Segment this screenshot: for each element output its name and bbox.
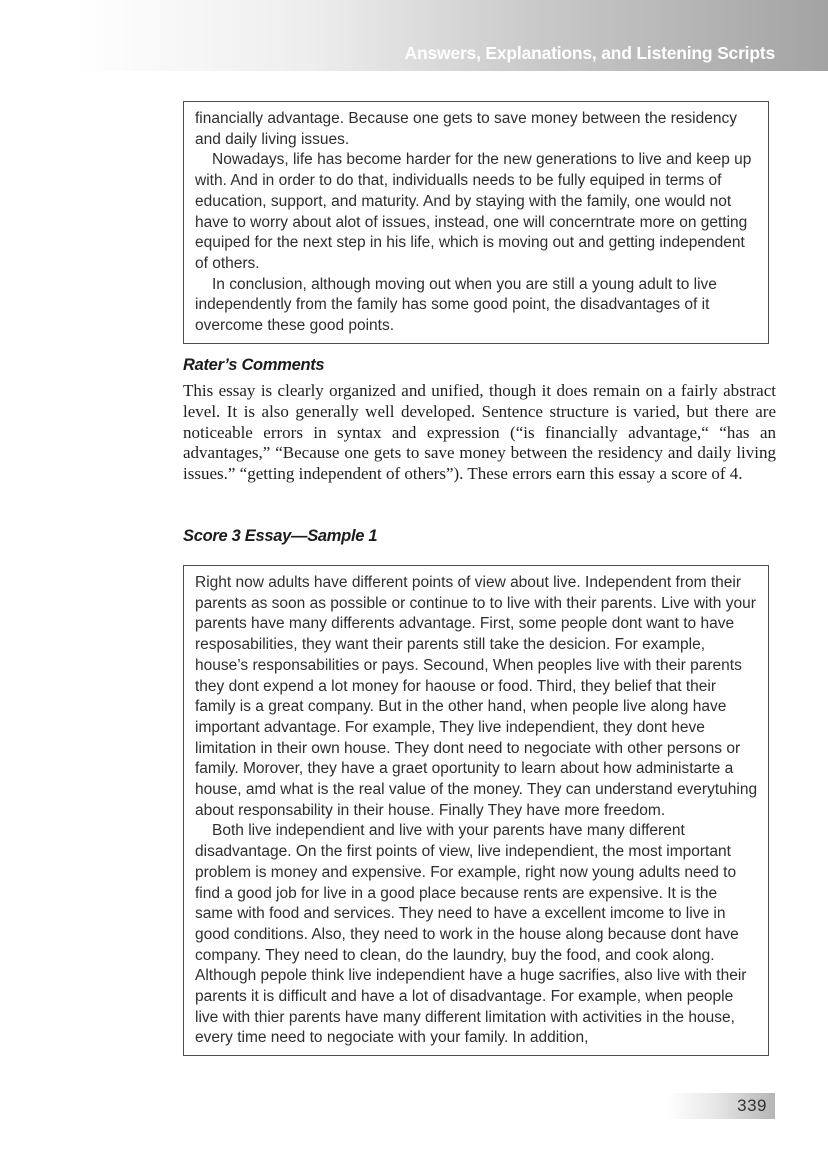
raters-comments-body: This essay is clearly organized and unified, though it does remain on a fairly abstract level. It is also generally well developed. Sentence structure is varied, but there are noticeable errors in syntax and expression (“is financially advantage,“ “has an advantages,” “Because one gets to save money between the residency and daily living issues.” “getting independent of others”). These errors earn this essay a score of 4.: [183, 381, 776, 484]
page-header-title: Answers, Explanations, and Listening Scripts: [404, 43, 775, 63]
essay-paragraph: financially advantage. Because one gets to save money between the residency and daily living issues.: [195, 110, 737, 148]
raters-comments-heading: Rater’s Comments: [183, 356, 325, 374]
essay-paragraph: In conclusion, although moving out when you are still a young adult to live independently from the family has some good point, the disadvantages of it overcome these good points.: [195, 275, 717, 335]
essay-box-score4-continued: [183, 101, 769, 344]
score3-sample1-heading: Score 3 Essay—Sample 1: [183, 527, 378, 545]
page-number-bar: [667, 1093, 775, 1119]
page-header-bar: [0, 0, 828, 71]
essay-paragraph: Right now adults have different points of view about live. Independent from their parents as soon as possible or continue to to live with their parents. Live with your parents have many differents advantage. First, some people dont want to have resposabilities, they want their parents still take the desicion. For example, house’s responsabilities or pays. Secound, When peoples live with their parents they dont expend a lot money for haouse or food. Third, they belief that their family is a great company. But in the other hand, when people live along have important advantage. For example, They live independient, they dont heve limitation in their own house. They dont need to negociate with other persons or family. Morover, they have a graet oportunity to learn about how administarte a house, amd what is the real value of the money. They can understand everytuhing about responsability in their house. Finally They have more freedom.: [195, 574, 758, 819]
essay-box-score3-sample1: [183, 565, 769, 1056]
essay-paragraph: Nowadays, life has become harder for the new generations to live and keep up with. And in order to do that, individualls needs to be fully equiped in terms of education, support, and maturity. And by staying with the family, one would not have to worry about alot of issues, instead, one will concerntrate more on getting equiped for the next step in his life, which is moving out and getting independent of others.: [195, 151, 752, 272]
page-number: 339: [737, 1096, 767, 1115]
essay-paragraph: Both live independient and live with your parents have many different disadvantage. On the first points of view, live independient, the most important problem is money and expensive. For example, right now young adults need to find a good job for live in a good place because rents are expensive. It is the same with food and services. They need to have a excellent imcome to live in good conditions. Also, they need to work in the house along because dont have company. They need to clean, do the laundry, buy the food, and cook along. Although pepole think live independient have a huge sacrifies, also live with their parents it is difficult and have a lot of disadvantage. For example, when people live with thier parents have many different limitation with activities in the house, every time need to negociate with your family. In addition,: [195, 822, 747, 1047]
